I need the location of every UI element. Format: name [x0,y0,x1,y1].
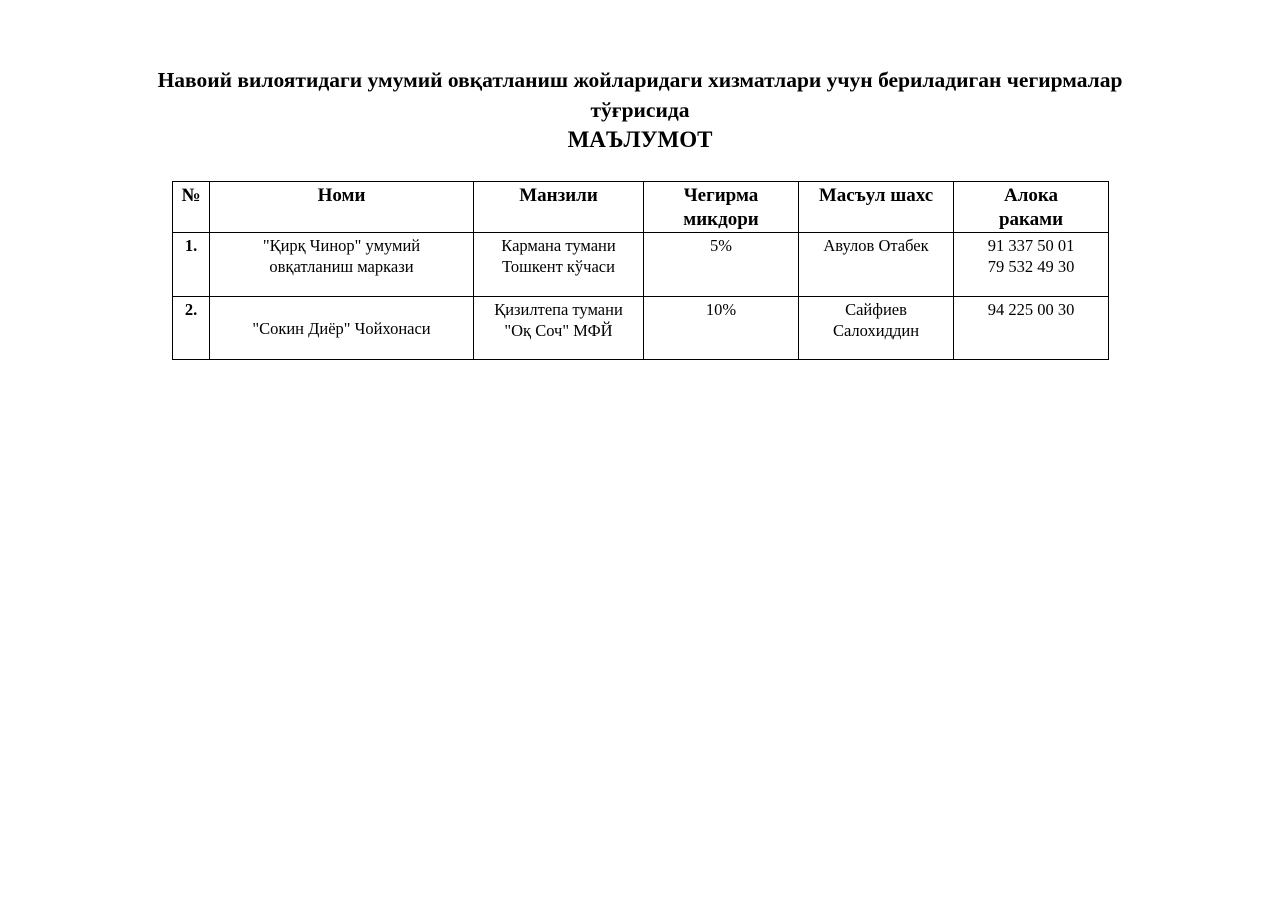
row-responsible-person [799,233,954,297]
row-phone-line1: 91 337 50 01 [987,236,1075,255]
row-address-line2: Тошкент кўчаси [502,257,615,276]
row-address-line1: Қизилтепа тумани [494,300,623,319]
table-header-row [173,182,1109,233]
row-phone-line2: 79 532 49 30 [987,257,1075,276]
header-contact-line1: Алока [1003,185,1059,206]
row-person-line1: Сайфиев [845,300,907,319]
header-number: № [173,182,210,233]
document-heading: МАЪЛУМОТ [567,127,713,152]
row-name-line2: овқатланиш маркази [269,257,414,276]
row-number: 2. [173,297,210,360]
header-name: Номи [210,182,474,233]
document-title: Навоий вилоятидаги умумий овқатланиш жойларидаги хизматлари учун бериладиган чегирмалар [157,68,1123,92]
header-responsible-person: Масъул шахс [799,182,954,233]
row-address-line1: Кармана тумани [501,236,616,255]
row-name-line1: "Сокин Диёр" Чойхонаси [252,319,431,338]
header-contact-line2: раками [998,209,1064,230]
header-discount-line2: микдори [683,209,759,230]
row-person-line1: Авулов Отабек [823,236,929,255]
table-row [173,233,1109,297]
row-number: 1. [173,233,210,297]
row-name [210,297,474,360]
row-person-line2: Салохиддин [832,321,920,340]
header-discount-line1: Чегирма [683,185,759,206]
discount-table [172,181,1109,360]
row-phone-line1: 94 225 00 30 [987,300,1075,319]
row-address [474,233,644,297]
table-row [173,297,1109,360]
row-discount: 5% [644,233,799,297]
row-discount: 10% [644,297,799,360]
row-responsible-person [799,297,954,360]
header-discount [644,182,799,233]
row-phone [954,297,1109,360]
row-name-line1: "Қирқ Чинор" умумий [262,236,421,255]
header-address: Манзили [474,182,644,233]
header-contact [954,182,1109,233]
row-name [210,233,474,297]
row-address-line2: "Оқ Соч" МФЙ [504,321,613,340]
document-title-continuation: тўғрисида [590,98,690,122]
row-phone [954,233,1109,297]
row-address [474,297,644,360]
